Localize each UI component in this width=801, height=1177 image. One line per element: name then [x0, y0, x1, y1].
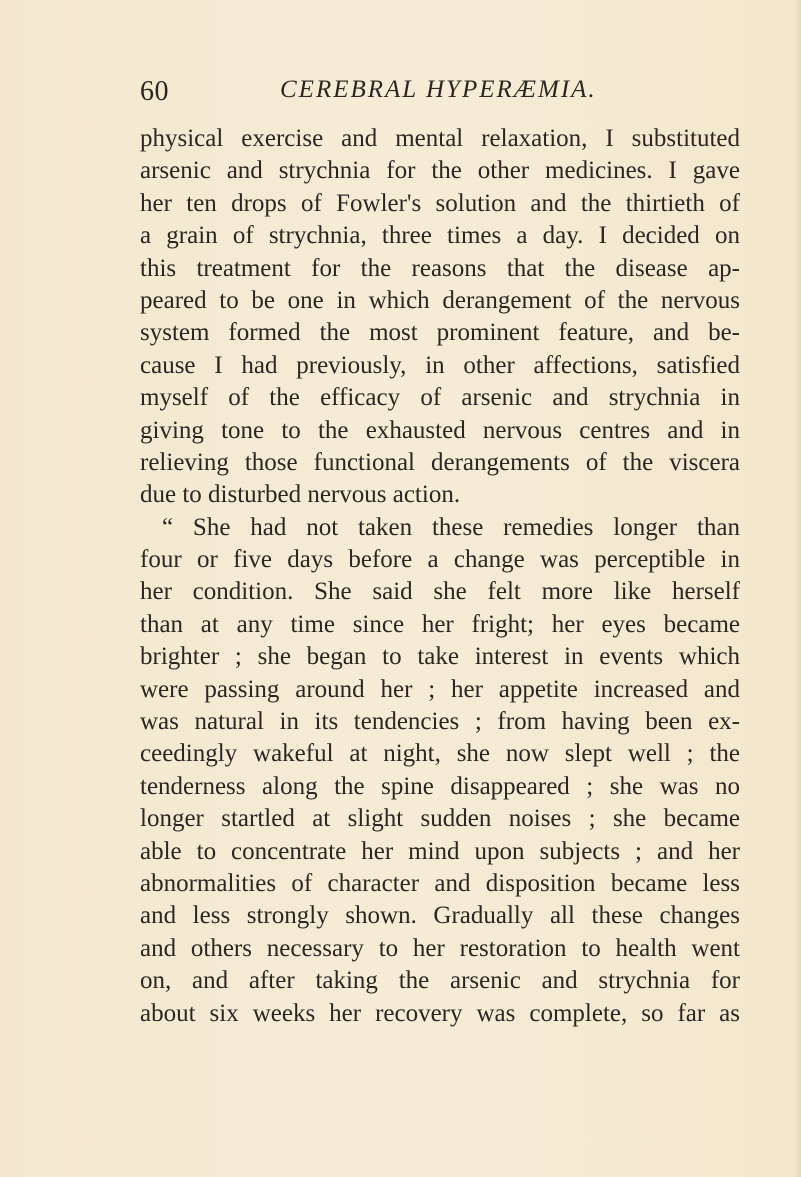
body-text: [140, 123, 740, 1030]
text-line: and less strongly shown. Gradually all these changes: [140, 902, 740, 930]
text-line: system formed the most prominent feature, and be-: [140, 319, 740, 347]
running-head: [140, 76, 740, 110]
text-line: than at any time since her fright; her eyes became: [140, 610, 740, 638]
page-number: 60: [140, 76, 169, 107]
text-line: her condition. She said she felt more like herself: [140, 578, 740, 606]
text-line: able to concentrate her mind upon subjects ; and her: [140, 837, 740, 865]
text-line: giving tone to the exhausted nervous centres and in: [140, 416, 740, 444]
text-line: her ten drops of Fowler's solution and the thirtieth of: [140, 189, 740, 217]
text-line: longer startled at slight sudden noises ; she became: [140, 805, 740, 833]
text-line: about six weeks her recovery was complete, so far as: [140, 999, 740, 1027]
text-line: four or five days before a change was perceptible in: [140, 546, 740, 574]
text-line: on, and after taking the arsenic and strychnia for: [140, 967, 740, 995]
text-line: myself of the efficacy of arsenic and strychnia in: [140, 384, 740, 412]
text-line: was natural in its tendencies ; from having been ex-: [140, 708, 740, 736]
running-title: CEREBRAL HYPERÆMIA.: [280, 76, 597, 103]
text-line: were passing around her ; her appetite increased and: [140, 675, 740, 703]
text-line: ceedingly wakeful at night, she now slept well ; the: [140, 740, 740, 768]
paragraph-end-line: due to disturbed nervous action.: [140, 481, 461, 509]
paragraph-start-line: “ She had not taken these remedies longer than: [162, 513, 740, 541]
text-line: physical exercise and mental relaxation, I substituted: [140, 125, 740, 152]
page-edge-shadow: [795, 0, 801, 1177]
text-line: relieving those functional derangements of the viscera: [140, 448, 740, 476]
text-line: cause I had previously, in other affections, satisfied: [140, 351, 740, 379]
text-line: brighter ; she began to take interest in events which: [140, 643, 740, 671]
text-line: peared to be one in which derangement of the nervous: [140, 286, 740, 314]
text-line: and others necessary to her restoration to health went: [140, 934, 740, 962]
text-line: a grain of strychnia, three times a day. I decided on: [140, 222, 740, 250]
text-line: arsenic and strychnia for the other medicines. I gave: [140, 157, 740, 185]
text-line: this treatment for the reasons that the disease ap-: [140, 254, 740, 282]
text-line: tenderness along the spine disappeared ; she was no: [140, 772, 740, 800]
text-line: abnormalities of character and disposition became less: [140, 869, 740, 897]
